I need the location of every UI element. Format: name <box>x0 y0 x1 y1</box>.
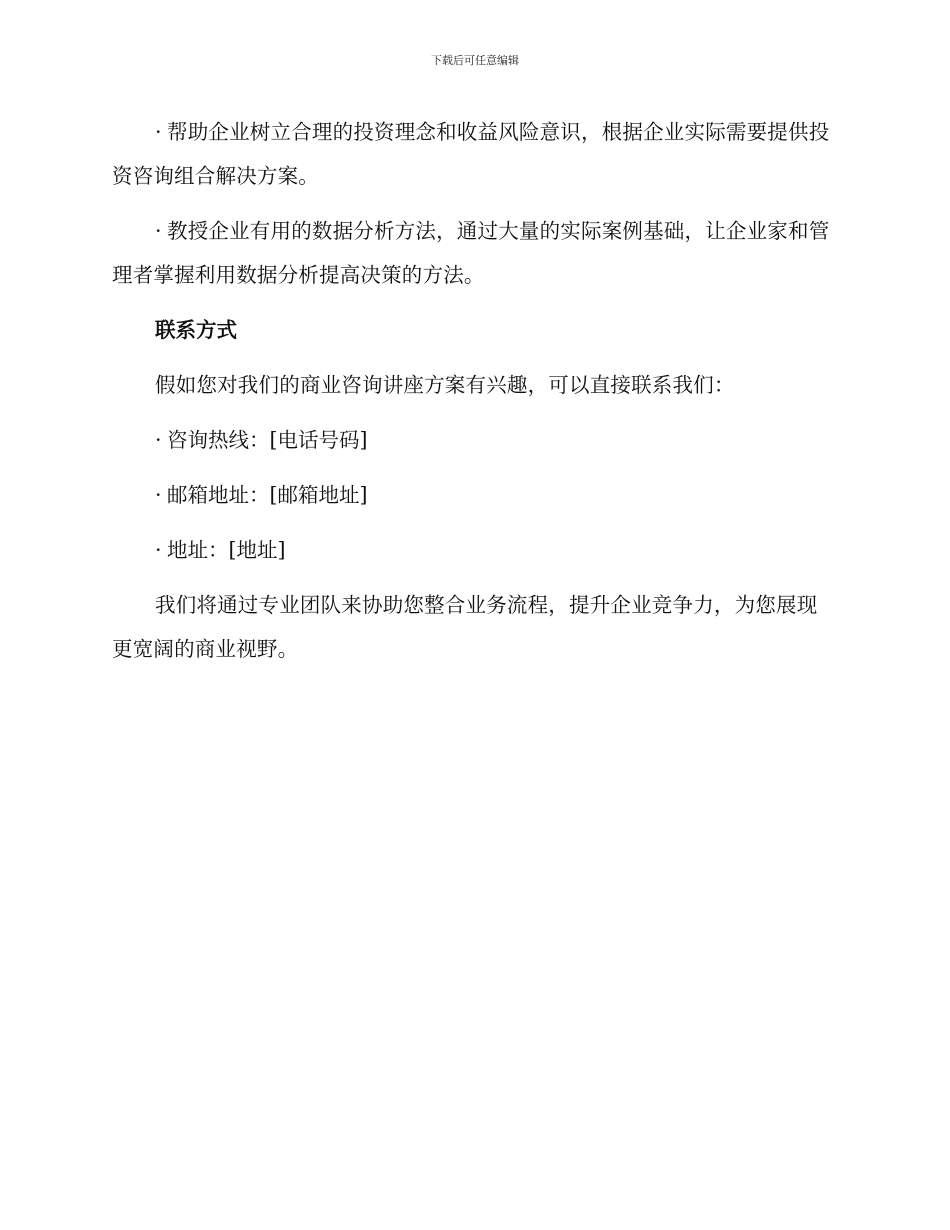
bullet-dot: · <box>155 538 162 562</box>
contact-address-line <box>112 528 832 572</box>
contact-heading: 联系方式 <box>155 318 237 342</box>
bullet-text-data-analysis: 教授企业有用的数据分析方法，通过大量的实际案例基础，让企业家和管理者掌握利用数据分析提高决策的方法。 <box>112 219 830 287</box>
bullet-paragraph-investment <box>112 110 832 198</box>
contact-hotline: 咨询热线：[电话号码] <box>167 428 368 452</box>
contact-hotline-line <box>112 418 832 462</box>
contact-address: 地址：[地址] <box>167 538 286 562</box>
bullet-dot: · <box>155 120 162 144</box>
contact-email: 邮箱地址：[邮箱地址] <box>167 483 368 507</box>
page-header: 下载后可任意编辑 <box>431 54 519 67</box>
closing-paragraph: 我们将通过专业团队来协助您整合业务流程，提升企业竞争力，为您展现更宽阔的商业视野。 <box>112 593 818 661</box>
bullet-dot: · <box>155 483 162 507</box>
bullet-text-investment: 帮助企业树立合理的投资理念和收益风险意识，根据企业实际需要提供投资咨询组合解决方案。 <box>112 120 830 188</box>
document-body <box>112 110 832 682</box>
contact-intro: 假如您对我们的商业咨询讲座方案有兴趣，可以直接联系我们： <box>155 373 735 397</box>
bullet-paragraph-data-analysis <box>112 209 832 297</box>
bullet-dot: · <box>155 428 162 452</box>
contact-email-line <box>112 473 832 517</box>
bullet-dot: · <box>155 219 162 243</box>
